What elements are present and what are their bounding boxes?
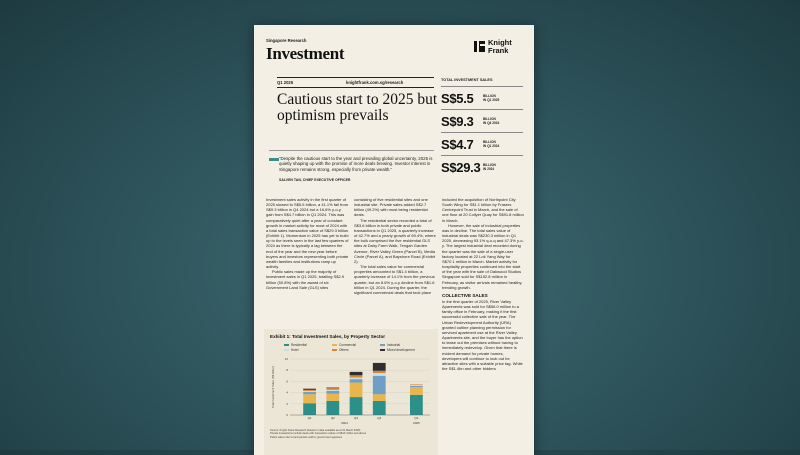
bar-segment [373, 394, 386, 401]
bar-segment [326, 401, 339, 415]
stat-unit: BILLION [483, 117, 496, 121]
quote-author: SALVEN TAN, CHIEF EXECUTIVE OFFICER [279, 178, 351, 182]
bar-segment [303, 390, 316, 391]
legend-label: Others [339, 348, 349, 352]
body-paragraph: The total sales value for commercial properties amounted to S$1.4 billion, a quarterly increase of 14.1% from the previous quarter, but an 8.6% y-o-y decline from S$1.6 billion in Q1 2024. During the quarter, the significant commercial deals that took place [354, 264, 435, 295]
y-tick-label: 4 [286, 390, 288, 395]
bar-segment [410, 385, 423, 386]
bar-segment [326, 394, 339, 401]
body-column-2 [354, 197, 437, 295]
legend-label: Industrial [387, 343, 400, 347]
body-column-1 [266, 197, 349, 290]
y-tick-label: 2 [286, 401, 288, 406]
bar-segment [303, 392, 316, 394]
y-tick-label: 8 [286, 368, 288, 373]
chart-note: Public sales refer to land parcels sold by government agencies [270, 435, 342, 439]
headline: Cautious start to 2025 but optimism prevails [277, 91, 438, 124]
x-tick-label: Q3 [354, 416, 359, 420]
header-rule-top [277, 77, 434, 78]
bar-segment [350, 377, 363, 379]
quote-rule [269, 150, 434, 151]
chart-note: Source: Knight Frank Research (based on data available as at 31 March 2025) [270, 429, 361, 432]
pull-quote: “Despite the cautious start to the year and prevailing global uncertainty, 2025 is quietly shaping up with the promise of more deals brewing. Investor interest in Singapore remains strong, especially from private wealth.” [279, 156, 433, 172]
stat-period: IN Q4 2024 [483, 121, 500, 125]
bar-segment [373, 373, 386, 376]
stat-period: IN Q1 2025 [483, 98, 500, 102]
body-paragraph: consisting of five residential sites and one industrial site. Private sales added S$2.7 billion (49.2%) with most being residential deals. [354, 197, 428, 218]
stat-item [441, 109, 523, 132]
bar-segment [326, 388, 339, 390]
quote-icon: ▬ [269, 153, 279, 164]
chart-title: Exhibit 1: Total Investment Sales, by Property Sector [270, 334, 386, 339]
bar-segment [373, 401, 386, 415]
bar-segment [410, 395, 423, 415]
stat-item [441, 155, 523, 178]
bar-segment [303, 403, 316, 415]
legend-label: Residential [291, 343, 307, 347]
stat-value: S$9.3 [441, 114, 474, 129]
sidebar-title: TOTAL INVESTMENT SALES [441, 78, 493, 82]
bar-segment [326, 390, 339, 391]
stat-item [441, 132, 523, 155]
report-kicker: Singapore Research [266, 38, 307, 43]
knight-frank-logo [474, 39, 518, 61]
y-tick-label: 0 [286, 413, 288, 417]
bar-segment [326, 391, 339, 394]
body-paragraph: included the acquisition of Northpoint City South Wing for S$1.1 billion by Frasers Centrepoint Trust in March, and the sale of one floor at 20 Collyer Quay for S$91.8 million in March. [442, 197, 524, 223]
report-title: Investment [266, 44, 345, 63]
x-tick-label: Q2 [330, 416, 335, 420]
body-paragraph: However, the sale of industrial properties was in decline. The total sales value of industrial deals was S$230.3 million in Q1 2025, decreasing 93.1% q-o-q and 47.3% y-o-y. The largest industrial deal recorded during the quarter was the sale of a single-user factory located at 22 Lok Yang Way for S$70.1 million in March. Market activity for hospitality properties continued into the start of the year with the sale of Oakwood Studios Singapore sold for S$152.8 million in February, as visitor arrivals remained healthy, trending growth. [442, 222, 524, 290]
report-page [254, 25, 534, 455]
logo-line-2: Frank [488, 46, 509, 55]
chart-plot [264, 329, 438, 429]
body-paragraph: Public sales made up the majority of investment sales in Q1 2025, totalling S$2.9 billion (50.8%) with the award of six Government Land Sale (GLS) sites [266, 269, 345, 290]
bar-segment [373, 376, 386, 394]
x-tick-label: Q1 [307, 416, 312, 420]
report-url[interactable]: knightfrank.com.sg/research [346, 80, 404, 85]
body-paragraph: In the first quarter of 2025, River Valley Apartments was sold for S$56.0 million to a family office in February, making it the first successful collective sale of the year. The Urban Redevelopment Authority (URA) granted outline planning permission for serviced apartment use at the River Valley Apartments site, and the buyer has the option to lease out the premises without having to immediately redevelop. Given that there is evident demand for private homes, developers will continue to look out for attractive sites with a suitable price tag. While the S$1.4bn and other bidders [442, 298, 523, 371]
stat-unit: BILLION [483, 140, 496, 144]
logo-mark-icon [474, 41, 485, 52]
x-tick-label: Q4 [377, 416, 382, 420]
chart-notes [270, 429, 430, 439]
logo-line-1: Knight [488, 38, 512, 47]
x-group-label: 2024 [341, 421, 348, 425]
stat-period: IN Q1 2024 [483, 144, 500, 148]
bar-segment [303, 391, 316, 392]
report-period: Q1 2025 [277, 80, 294, 85]
stat-unit: BILLION [483, 163, 496, 167]
header-rule-bottom [277, 87, 434, 88]
y-axis-label: Total Investment Sales (S$ billion) [271, 365, 275, 409]
y-tick-label: 10 [284, 357, 288, 361]
bar-segment [410, 387, 423, 395]
stats-sidebar [441, 78, 523, 178]
bar-segment [410, 384, 423, 385]
stat-value: S$29.3 [441, 160, 481, 175]
bar-segment [303, 394, 316, 403]
bar-segment [410, 386, 423, 387]
bar-segment [350, 375, 363, 377]
x-group-label: 2025 [413, 421, 420, 425]
bar-segment [373, 363, 386, 371]
bar-segment [350, 372, 363, 375]
bar-segment [303, 389, 316, 390]
body-paragraph: The residential sector recorded a total of S$3.6 billion in both private and public transactions in Q1 2025, a quarterly increase of 42.7% and a yearly growth of 69.4%, where the bulk comprised the five residential GLS sites at Dairy Farm Walk, Tengah Garden Avenue, River Valley Green (Parcel B), Media Circle (Parcel A), and Bayshore Road (Exhibit 2). [354, 217, 436, 264]
y-tick-label: 6 [286, 379, 288, 384]
bar-segment [373, 371, 386, 373]
bar-segment [350, 397, 363, 415]
bar-segment [350, 379, 363, 382]
bar-segment [326, 388, 339, 389]
chart-note: Private transactions include deals with transaction values of S$10 million and above [270, 432, 367, 436]
body-paragraph: Investment sales activity in the first quarter of 2025 slowed to S$5.5 billion, a 41.1% fall from S$9.3 billion in Q4 2024 but a 16.6% y-o-y gain from S$4.7 billion in Q1 2024. This was comparatively quiet after a year of constant growth in market activity for most of 2024 with a total sales transaction value of S$29.3 billion (Exhibit 1). Momentum in 2025 has yet to build up to the levels seen in the last few quarters of 2024 as there is typically a lag between the end of the year and the new year before buyers and investors representing both private wealth families and institutions ramp up activity. [266, 197, 349, 270]
stat-unit: BILLION [483, 94, 496, 98]
stat-value: S$4.7 [441, 137, 474, 152]
legend-label: Commercial [339, 343, 357, 347]
x-tick-label: Q1 [414, 416, 419, 420]
body-column-3 [442, 197, 524, 371]
exhibit-1-chart [264, 329, 438, 455]
legend-label: Hotel [291, 348, 299, 352]
stat-item [441, 86, 523, 109]
stat-value: S$5.5 [441, 91, 474, 106]
legend-label: Mixed development [387, 348, 415, 352]
collective-sales-heading: COLLECTIVE SALES [442, 292, 488, 298]
bar-segment [350, 383, 363, 398]
stat-period: IN 2024 [483, 167, 495, 171]
